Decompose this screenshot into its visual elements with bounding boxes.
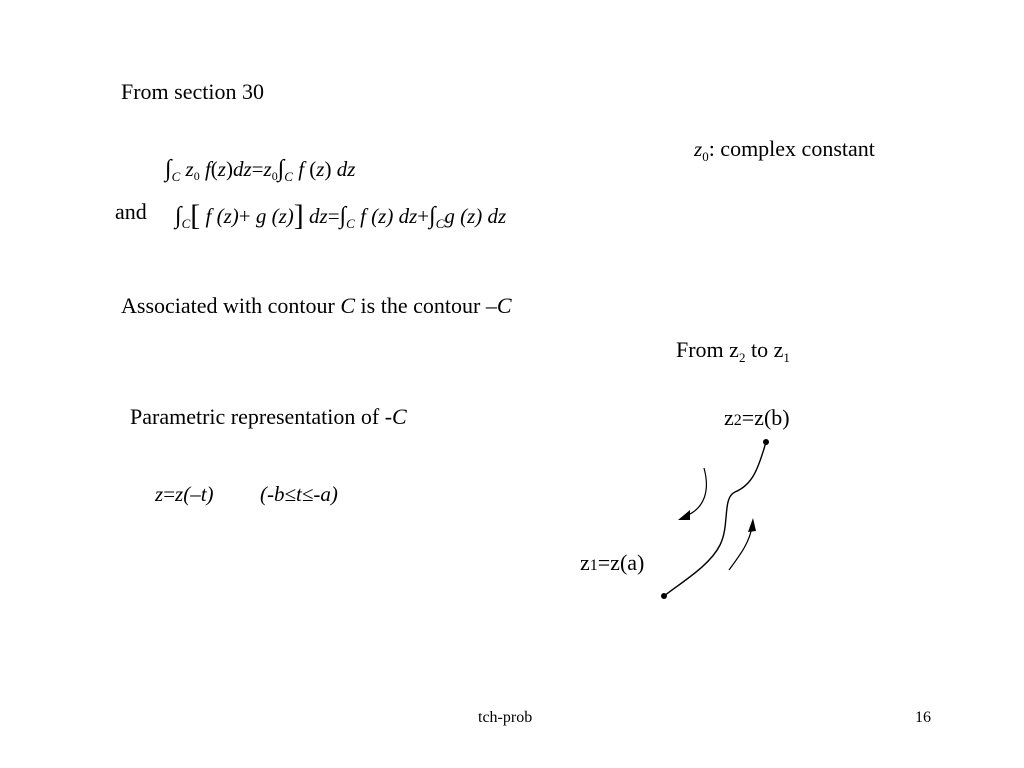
forward-direction-arrowhead <box>748 518 756 532</box>
contour-diagram <box>640 430 800 610</box>
dz-var: dz <box>232 157 252 181</box>
z0-note <box>694 136 875 162</box>
reverse-direction-stroke <box>686 468 706 516</box>
z0-note-text: : complex constant <box>708 136 875 161</box>
f-var: f <box>205 204 212 228</box>
z-subscript: 0 <box>271 169 278 183</box>
z-var: z <box>155 482 164 506</box>
integral-sign: ∫ <box>277 156 285 182</box>
z1-sub: 1 <box>589 557 598 574</box>
parametric-equation <box>155 482 338 507</box>
z0-subscript: 0 <box>702 149 709 164</box>
direction-from: From z <box>676 337 739 362</box>
fz-arg: (z) <box>371 204 394 228</box>
parametric-heading <box>130 404 407 430</box>
dz-var: dz <box>336 157 356 181</box>
slide-heading: From section 30 <box>121 79 264 104</box>
equals-sign: = <box>327 204 340 228</box>
z-var: z <box>217 157 226 181</box>
direction-note <box>676 337 790 363</box>
left-bracket: [ <box>190 199 201 232</box>
f-var: f <box>298 157 305 181</box>
paren: ( <box>309 157 317 181</box>
right-bracket: ] <box>293 199 304 232</box>
g-var: g <box>255 204 267 228</box>
contour-statement-text: Associated with contour <box>121 293 341 318</box>
direction-to: to z <box>745 337 784 362</box>
fz-arg: (z) <box>216 204 239 228</box>
z1-endpoint-label <box>580 550 644 576</box>
paren: ) <box>225 157 233 181</box>
z-of-neg-t: z(–t) <box>175 482 214 506</box>
parametric-heading-text: Parametric representation of - <box>130 404 393 429</box>
plus-sign: + <box>417 204 430 228</box>
z2-endpoint-label <box>724 405 790 431</box>
z1-rest: =z(a) <box>597 550 645 575</box>
equation-sum <box>175 197 506 231</box>
reverse-direction-arrowhead <box>678 510 690 520</box>
contour-c: C <box>171 169 181 184</box>
z0-symbol: z <box>694 137 703 161</box>
dz-var: dz <box>487 204 507 228</box>
plus-sign: + <box>238 204 251 228</box>
integral-sign: ∫ <box>429 203 436 229</box>
contour-statement <box>121 293 512 319</box>
equals-sign: = <box>251 157 264 181</box>
contour-c: C <box>346 216 355 231</box>
equals-sign: = <box>163 482 176 506</box>
negative-contour-c: –C <box>485 293 512 318</box>
z2-subscript: 2 <box>738 350 746 365</box>
z-var: z <box>185 157 194 181</box>
paren: ) <box>324 157 332 181</box>
z-var: z <box>263 157 272 181</box>
z-var: z <box>316 157 325 181</box>
z1-endpoint-dot <box>661 593 667 599</box>
integral-sign: ∫ <box>339 203 347 229</box>
dz-var: dz <box>309 204 328 228</box>
gz-arg: (z) <box>460 204 483 228</box>
parameter-range: (-b≤t≤-a) <box>260 482 338 506</box>
contour-c: C <box>181 216 191 231</box>
gz-arg: (z) <box>271 204 294 228</box>
z2-z: z <box>724 405 734 430</box>
z2-endpoint-dot <box>763 439 769 445</box>
page-number: 16 <box>915 709 931 726</box>
dz-var: dz <box>398 204 418 228</box>
contour-statement-mid: is the contour <box>355 293 486 318</box>
forward-direction-stroke <box>729 526 752 570</box>
contour-c: C <box>340 293 356 318</box>
z1-subscript: 1 <box>783 350 790 365</box>
equation-scalar-multiple <box>165 156 355 183</box>
and-label: and <box>115 199 147 224</box>
integral-sign: ∫ <box>165 156 172 182</box>
z1-z: z <box>580 550 590 575</box>
z2-sub: 2 <box>733 412 742 429</box>
paren: ( <box>210 157 218 181</box>
f-var: f <box>360 204 366 228</box>
z2-rest: =z(b) <box>741 405 790 430</box>
contour-c: C <box>284 169 293 184</box>
f-var: f <box>204 157 211 181</box>
contour-c: C <box>435 216 445 231</box>
z-subscript: 0 <box>193 169 200 183</box>
footer-title: tch-prob <box>478 709 533 726</box>
g-var: g <box>444 204 455 228</box>
integral-sign: ∫ <box>175 203 182 229</box>
contour-c: C <box>392 404 407 429</box>
